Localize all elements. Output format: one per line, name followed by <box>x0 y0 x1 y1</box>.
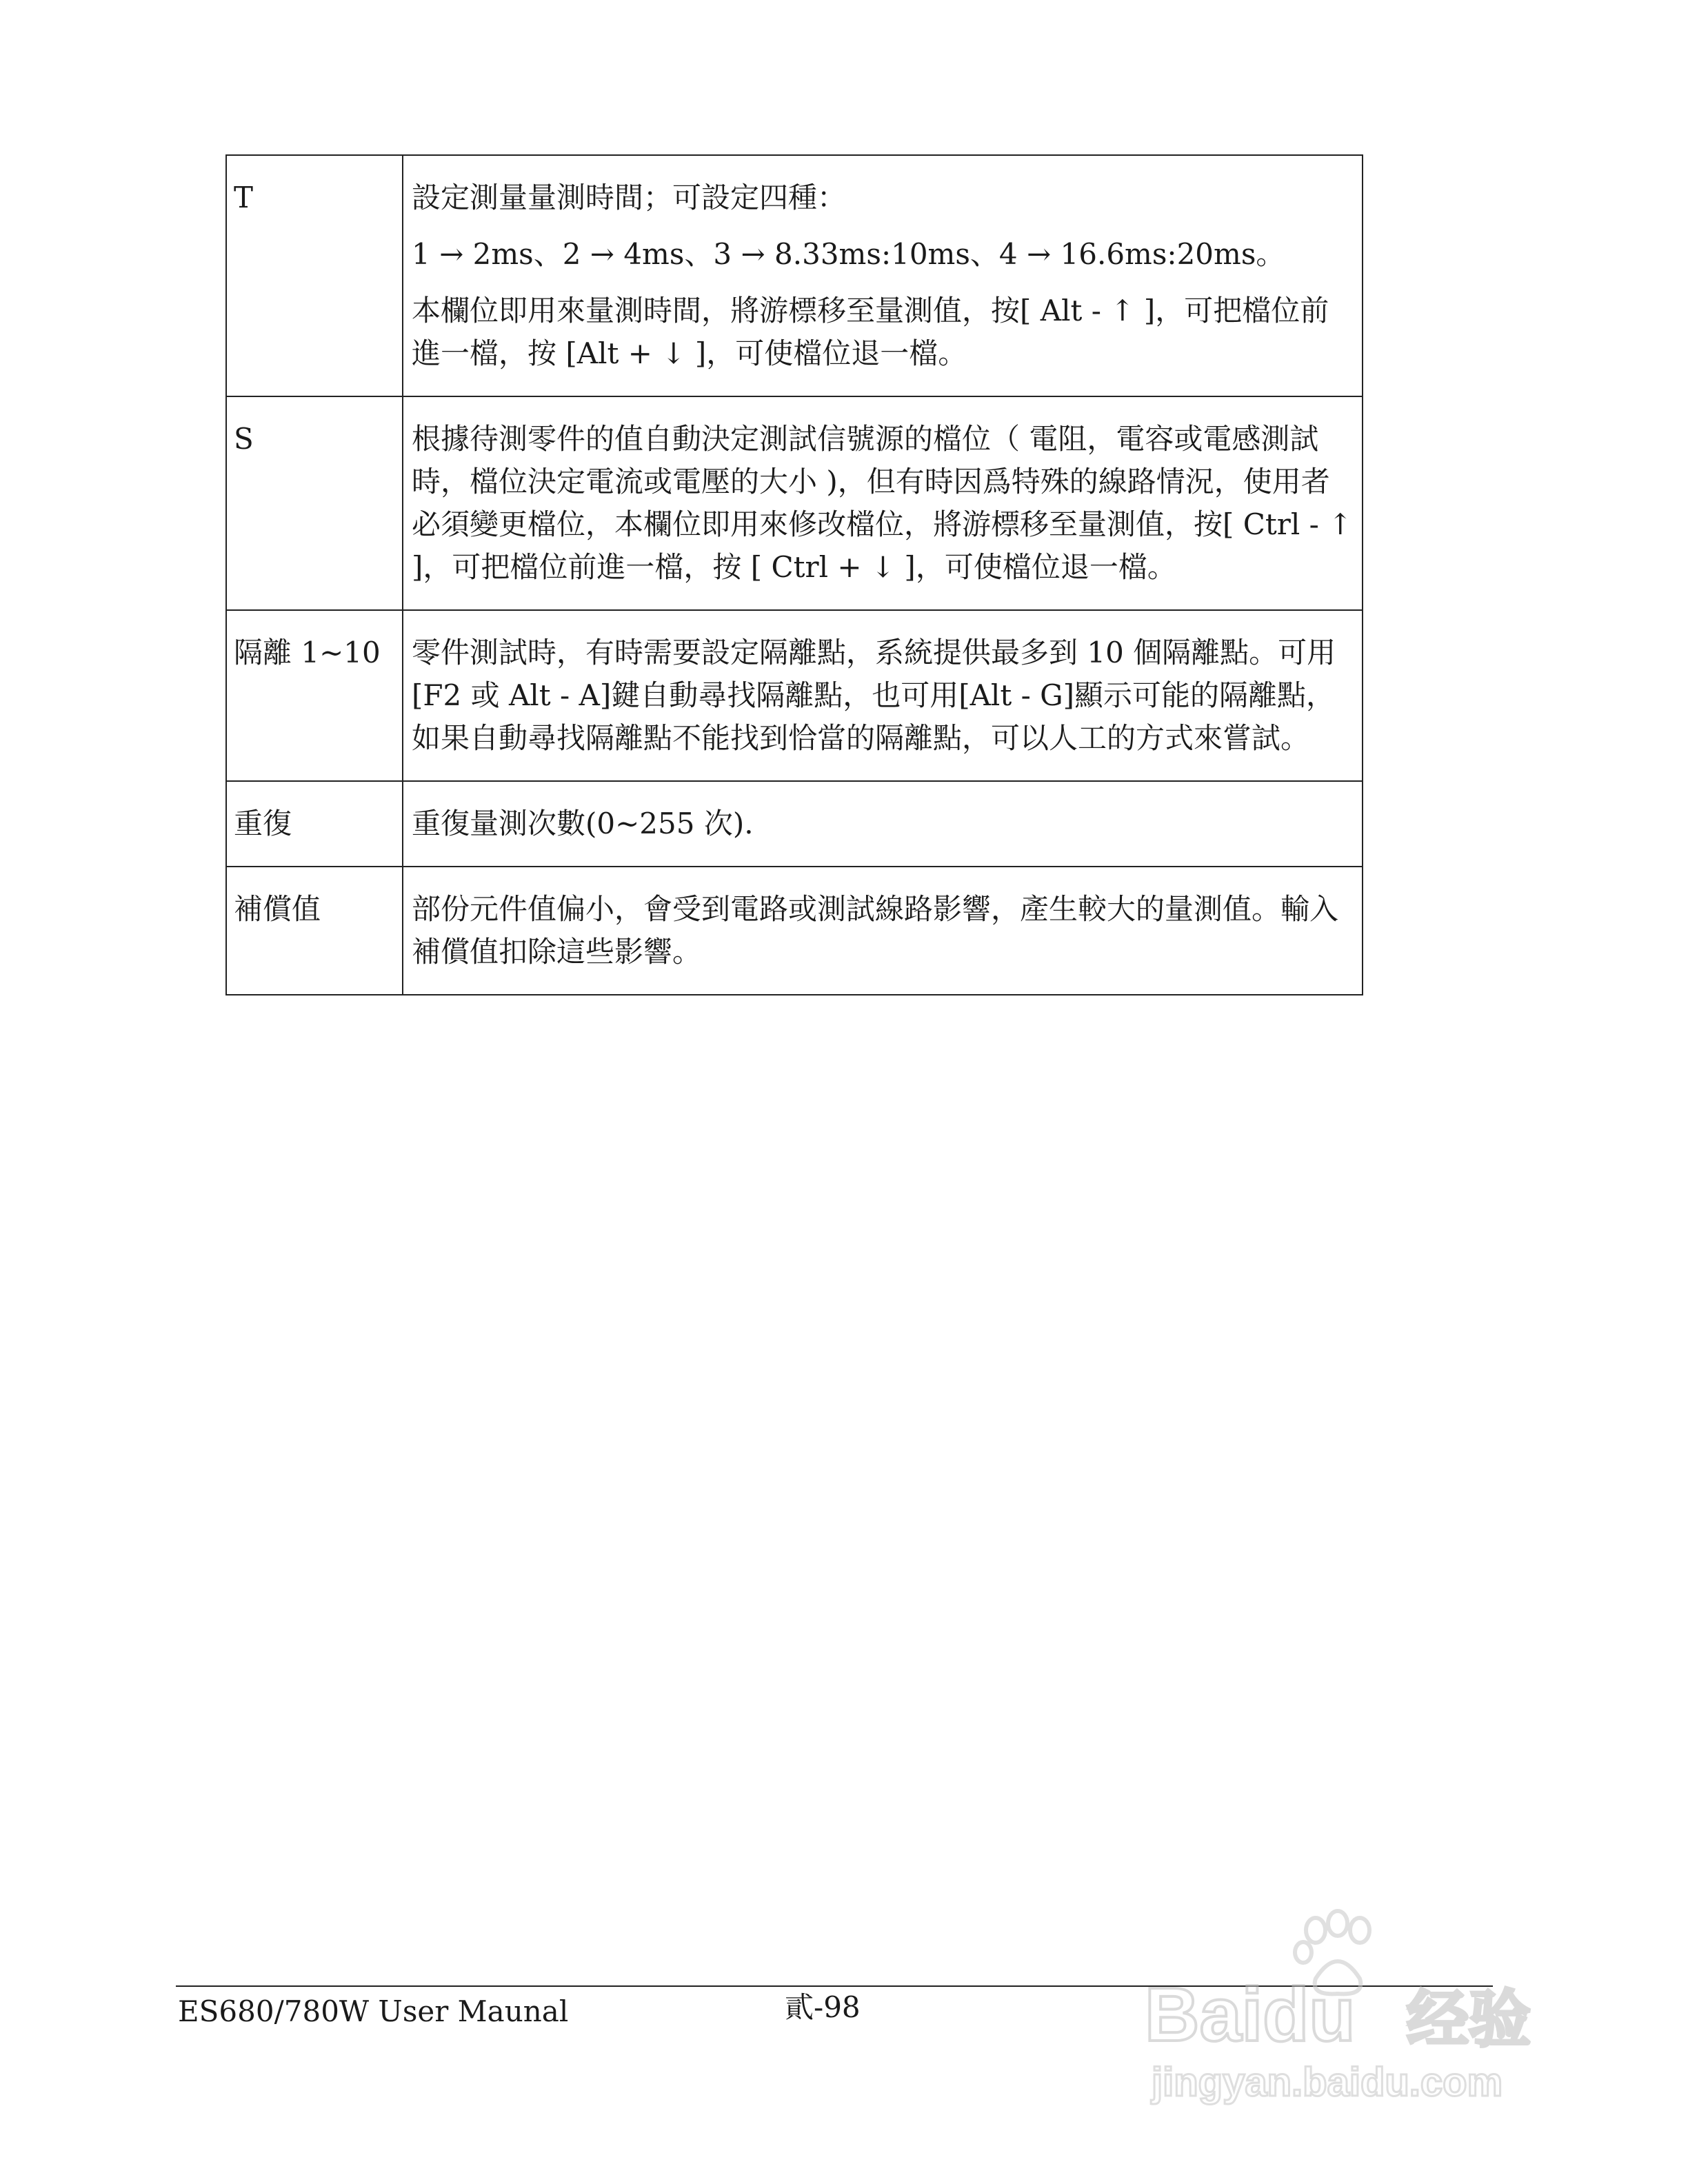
table-row <box>226 781 1363 867</box>
term-cell: T <box>226 155 403 396</box>
spec-table <box>225 154 1363 995</box>
description-cell <box>403 396 1363 610</box>
footer-manual-title: ES680/780W User Maunal <box>178 1994 569 2028</box>
baidu-jingyan-watermark <box>1131 1903 1586 2110</box>
description-cell <box>403 610 1363 781</box>
description-line: 設定測量量測時間；可設定四種： <box>412 181 847 214</box>
description-line: 部份元件值偏小，會受到電路或測試線路影響，產生較大的量測值。輸入補償值扣除這些影響。 <box>412 892 1339 969</box>
term-cell: 重復 <box>226 781 403 867</box>
table-row <box>226 155 1363 396</box>
table-row <box>226 610 1363 781</box>
table-row <box>226 396 1363 610</box>
table-row <box>226 867 1363 995</box>
footer-page-number: 貳-98 <box>785 1990 861 2024</box>
description-line: 本欄位即用來量測時間，將游標移至量測值，按[ Alt - ↑ ]，可把檔位前進一檔，按 [Alt + ↓ ]，可使檔位退一檔。 <box>412 294 1329 370</box>
watermark-url: jingyan.baidu.com <box>1152 2060 1503 2105</box>
term-cell: 補償值 <box>226 867 403 995</box>
description-cell <box>403 155 1363 396</box>
description-cell <box>403 867 1363 995</box>
watermark-logo-suffix: 经验 <box>1407 1983 1531 2056</box>
term-cell: 隔離 1~10 <box>226 610 403 781</box>
description-line: 1 → 2ms、2 → 4ms、3 → 8.33ms:10ms、4 → 16.6ms:20ms。 <box>412 237 1285 271</box>
description-line: 根據待測零件的值自動決定測試信號源的檔位（ 電阻，電容或電感測試時，檔位決定電流或電壓的大小 )，但有時因爲特殊的線路情況，使用者必須變更檔位，本欄位即用來修改檔位，將游標移至量測值，按[ Ctrl - ↑ ]，可把檔位前進一檔，按 [ Ctrl + ↓ ]，可使檔位退一檔。 <box>412 422 1353 584</box>
term-cell: S <box>226 396 403 610</box>
description-line: 重復量測次數(0~255 次). <box>412 807 754 840</box>
watermark-logo: Baidu <box>1145 1972 1356 2057</box>
description-cell <box>403 781 1363 867</box>
description-line: 零件測試時，有時需要設定隔離點，系統提供最多到 10 個隔離點。可用[F2 或 Alt - A]鍵自動尋找隔離點，也可用[Alt - G]顯示可能的隔離點，如果自動尋找隔離點不能找到恰當的隔離點，可以人工的方式來嘗試。 <box>412 636 1336 755</box>
